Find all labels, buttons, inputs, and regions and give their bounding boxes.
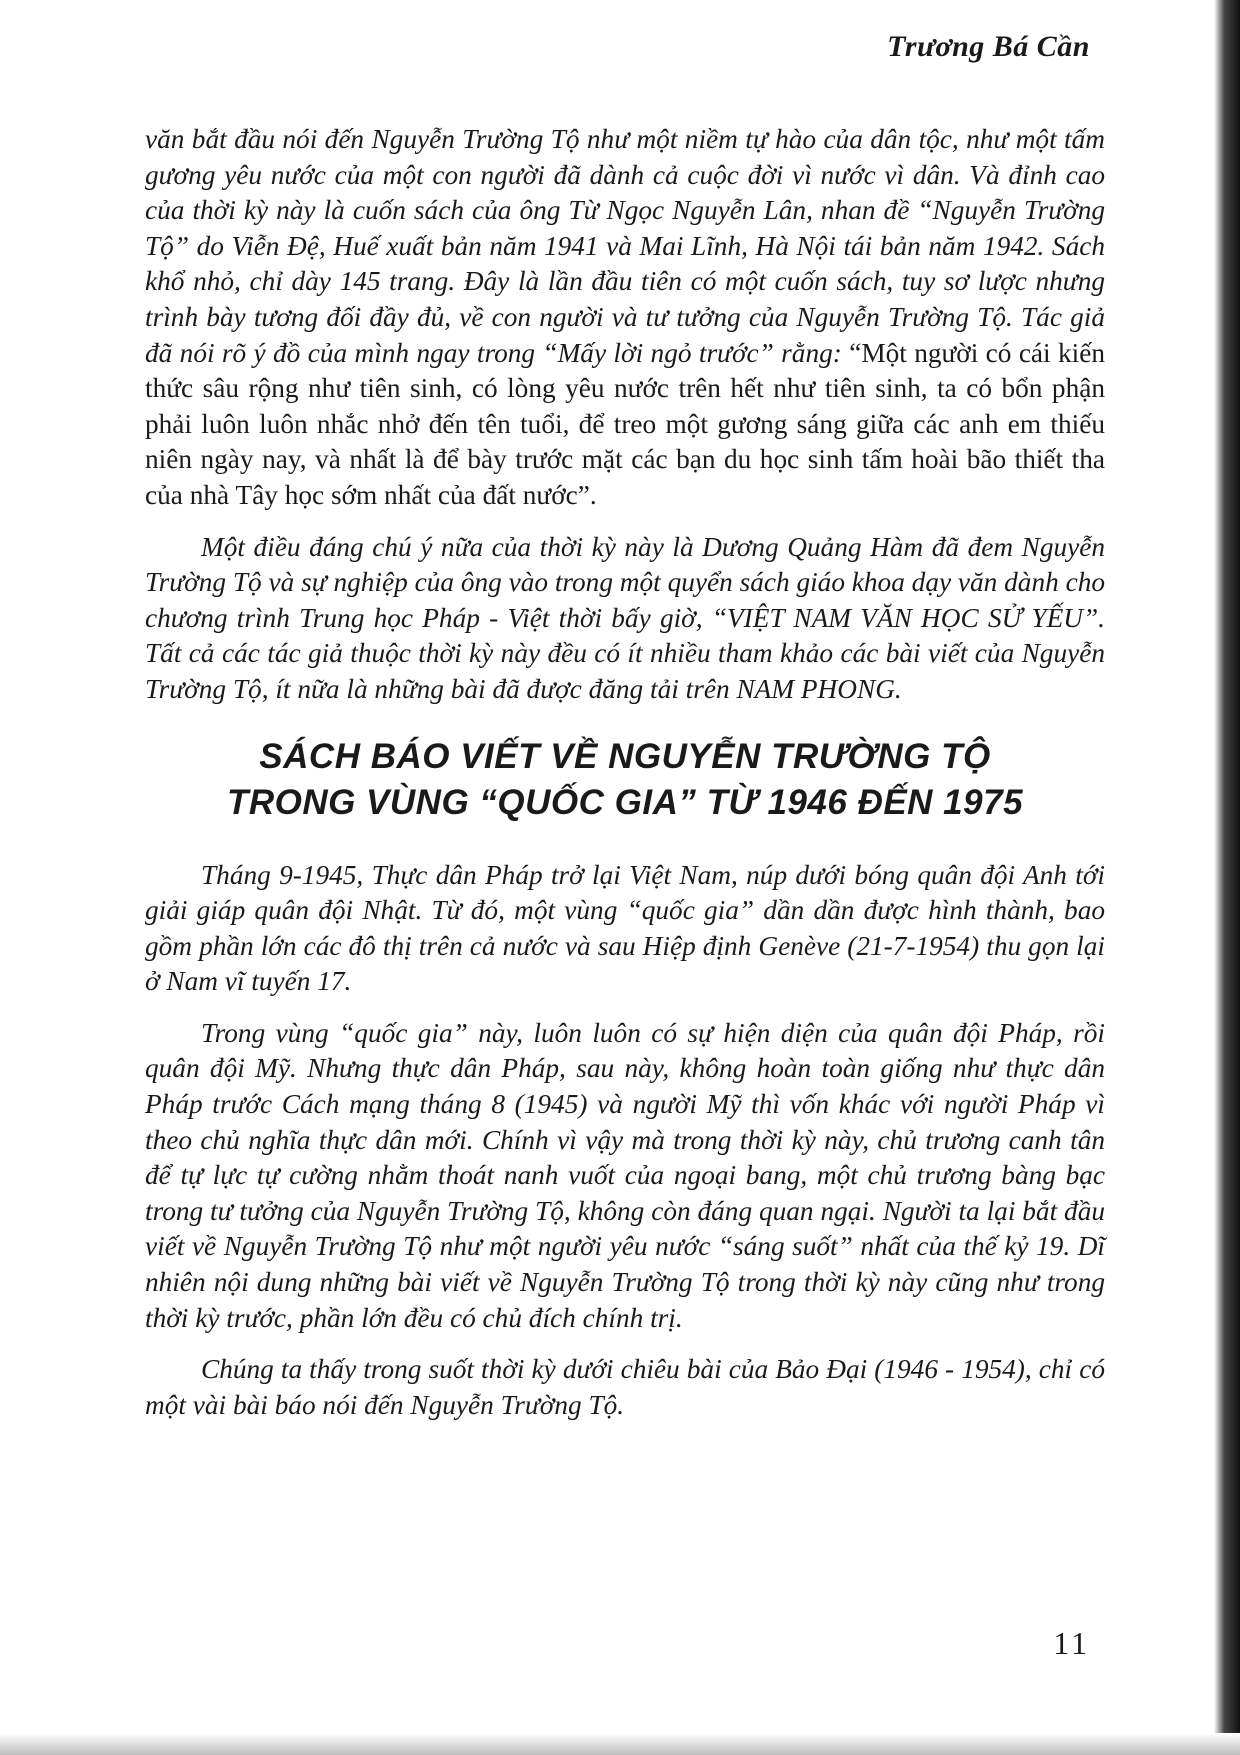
scan-shadow-right-edge <box>1214 0 1240 1755</box>
page-body <box>145 122 1105 1439</box>
running-header-author: Trương Bá Cần <box>887 30 1090 63</box>
page-number: 11 <box>1053 1625 1090 1661</box>
paragraph-1-quotation: “Một người có cái kiến thức sâu rộng như tiên sinh, có lòng yêu nước trên hết như tiên sinh, ta có bổn phận phải luôn luôn nhắc nhở đến tên tuổi, để treo một gương sáng giữa các anh em thiếu niên ngày nay, và nhất là để bày trước mặt các bạn du học sinh tấm hoài bão thiết tha của nhà Tây học sớm nhất của đất nước”. <box>145 337 1105 510</box>
section-heading <box>145 734 1105 826</box>
paragraph-1 <box>145 122 1105 514</box>
section-heading-line-1: SÁCH BÁO VIẾT VỀ NGUYỄN TRƯỜNG TỘ <box>259 736 991 776</box>
paragraph-1-italic-text: văn bắt đầu nói đến Nguyễn Trường Tộ như một niềm tự hào của dân tộc, như một tấm gương yêu nước của một con người đã dành cả cuộc đời vì nước vì dân. Và đỉnh cao của thời kỳ này là cuốn sách của ông Từ Ngọc Nguyễn Lân, nhan đề “Nguyễn Trường Tộ” do Viễn Đệ, Huế xuất bản năm 1941 và Mai Lĩnh, Hà Nội tái bản năm 1942. Sách khổ nhỏ, chỉ dày 145 trang. Đây là lần đầu tiên có một cuốn sách, tuy sơ lược nhưng trình bày tương đối đầy đủ, về con người và tư tưởng của Nguyễn Trường Tộ. Tác giả đã nói rõ ý đồ của mình ngay trong “Mấy lời ngỏ trước” rằng: <box>145 124 1105 368</box>
scan-shadow-bottom-edge <box>0 1733 1240 1755</box>
paragraph-2: Một điều đáng chú ý nữa của thời kỳ này là Dương Quảng Hàm đã đem Nguyễn Trường Tộ và sự nghiệp của ông vào trong một quyển sách giáo khoa dạy văn dành cho chương trình Trung học Pháp - Việt thời bấy giờ, “VIỆT NAM VĂN HỌC SỬ YẾU”. Tất cả các tác giả thuộc thời kỳ này đều có ít nhiều tham khảo các bài viết của Nguyễn Trường Tộ, ít nữa là những bài đã được đăng tải trên NAM PHONG. <box>145 531 1105 704</box>
paragraph-4: Trong vùng “quốc gia” này, luôn luôn có sự hiện diện của quân đội Pháp, rồi quân đội Mỹ. Nhưng thực dân Pháp, sau này, không hoàn toàn giống như thực dân Pháp trước Cách mạng tháng 8 (1945) và người Mỹ thì vốn khác với người Pháp vì theo chủ nghĩa thực dân mới. Chính vì vậy mà trong thời kỳ này, chủ trương canh tân để tự lực tự cường nhằm thoát nanh vuốt của ngoại bang, một chủ trương bàng bạc trong tư tưởng của Nguyễn Trường Tộ, không còn đáng quan ngại. Người ta lại bắt đầu viết về Nguyễn Trường Tộ như một người yêu nước “sáng suốt” nhất của thế kỷ 19. Dĩ nhiên nội dung những bài viết về Nguyễn Trường Tộ trong thời kỳ này cũng như trong thời kỳ trước, phần lớn đều có chủ đích chính trị. <box>145 1017 1105 1333</box>
section-heading-line-2: TRONG VÙNG “QUỐC GIA” TỪ 1946 ĐẾN 1975 <box>226 782 1024 822</box>
paragraph-5: Chúng ta thấy trong suốt thời kỳ dưới chiêu bài của Bảo Đại (1946 - 1954), chỉ có một vài bài báo nói đến Nguyễn Trường Tộ. <box>145 1354 1105 1420</box>
paragraph-3: Tháng 9-1945, Thực dân Pháp trở lại Việt Nam, núp dưới bóng quân đội Anh tới giải giáp quân đội Nhật. Từ đó, một vùng “quốc gia” dần dần được hình thành, bao gồm phần lớn các đô thị trên cả nước và sau Hiệp định Genève (21-7-1954) thu gọn lại ở Nam vĩ tuyến 17. <box>145 859 1105 997</box>
